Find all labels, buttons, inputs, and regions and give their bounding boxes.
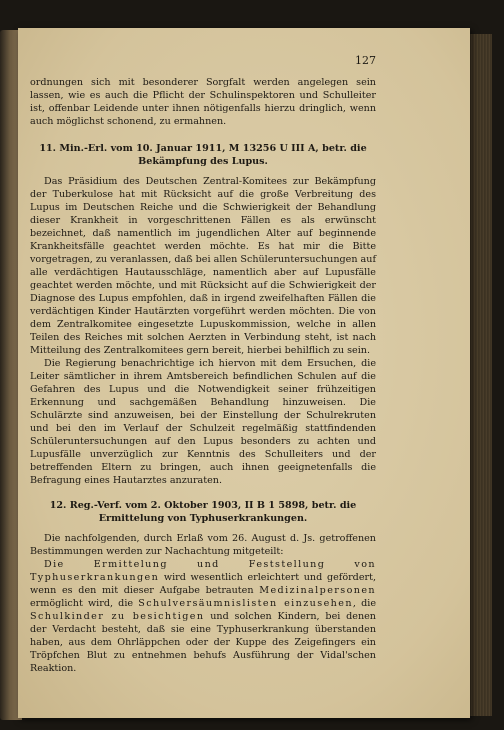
section-12-paragraph-2 — [30, 558, 376, 675]
text-run: ermöglicht wird, die — [30, 598, 139, 609]
page-number: 127 — [355, 54, 376, 67]
page-text — [30, 76, 376, 675]
emphasis-typhus: Die Ermittelung und Feststellung von Typhuserkrankungen — [30, 559, 376, 583]
section-12-paragraph-1: Die nachfolgenden, durch Erlaß vom 26. August d. Js. getroffenen Bestimmungen werden zur Nachachtung mitgeteilt: — [30, 533, 376, 557]
text-run: und solchen Kindern, bei denen der Verdacht besteht, daß sie eine Typhuserkrankung überstanden haben, aus dem Ohrläppchen oder der Kuppe des Zeigefingers ein Tröpfchen Blut zu entnehmen behufs Ausführung der Vidal'schen Reaktion. — [30, 611, 376, 674]
emphasis-medizinal: Medizinalpersonen — [259, 585, 376, 596]
section-11-paragraph-1: Das Präsidium des Deutschen Zentral-Komitees zur Bekämpfung der Tuberkulose hat mit Rücksicht auf die große Verbreitung des Lupus im Deutschen Reiche und die Schwierigkeit der Behandlung dieser Krankheit in vorgeschrittenen Fällen es als erwünscht bezeichnet, daß namentlich im jugendlichen Alter auf beginnende Krankheitsfälle geachtet werden möchte. Es hat mir die Bitte vorgetragen, zu veranlassen, daß bei allen Schüleruntersuchungen auf alle verdächtigen Hautausschläge, namentlich aber auf Lupusfälle geachtet werden möchte, und mit Rücksicht auf die Schwierigkeit der Diagnose des Lupus empfohlen, daß in irgend zweifelhaften Fällen die verdächtigen Kinder Hautärzten vorgeführt werden möchten. Die von dem Zentralkomitee eingesetzte Lupuskommission, welche in allen Teilen des Reiches mit solchen Aerzten in Verbindung steht, ist nach Mitteilung des Zentralkomitees gern bereit, hierbei behilflich zu sein. — [30, 176, 376, 356]
emphasis-listen: Schulversäumnislisten einzusehen — [138, 598, 353, 609]
section-11-paragraph-2: Die Regierung benachrichtige ich hiervon mit dem Ersuchen, die Leiter sämtlicher in ihrem Amtsbereich befindlichen Schulen auf die Gefahren des Lupus und die Notwendigkeit seiner frühzeitigen Erkennung und sachgemäßen Behandlung hinzuweisen. Die Schulärzte sind anzuweisen, bei der Einstellung der Schulrekruten und bei den im Verlauf der Schulzeit regelmäßig stattfindenden Schüleruntersuchungen auf den Lupus besonders zu achten und Lupusfälle unverzüglich zur Kenntnis des Schulleiters und der betreffenden Eltern zu bringen, auch ihnen geeignetenfalls die Befragung eines Hautarztes anzuraten. — [30, 358, 376, 486]
text-run: , die — [352, 598, 376, 609]
text-run: wird wesentlich erleichtert und gefördert, wenn es den mit dieser Aufgabe betrauten — [30, 572, 376, 596]
section-12-heading: 12. Reg.-Verf. vom 2. Oktober 1903, II B 1 5898, betr. die Ermittelung von Typhuserkrankungen. — [49, 500, 357, 524]
page-stack-edge — [470, 34, 492, 716]
emphasis-kinder: Schulkinder zu besichtigen — [30, 611, 205, 622]
section-11-heading: 11. Min.-Erl. vom 10. Januar 1911, M 13256 U III A, betr. die Bekämpfung des Lupus. — [39, 143, 367, 167]
intro-paragraph: ordnungen sich mit besonderer Sorgfalt werden angelegen sein lassen, wie es auch die Pflicht der Schulinspektoren und Schulleiter ist, offenbar Leidende unter ihnen nötigenfalls hierzu dringlich, wenn auch möglichst schonend, zu ermahnen. — [30, 77, 376, 127]
